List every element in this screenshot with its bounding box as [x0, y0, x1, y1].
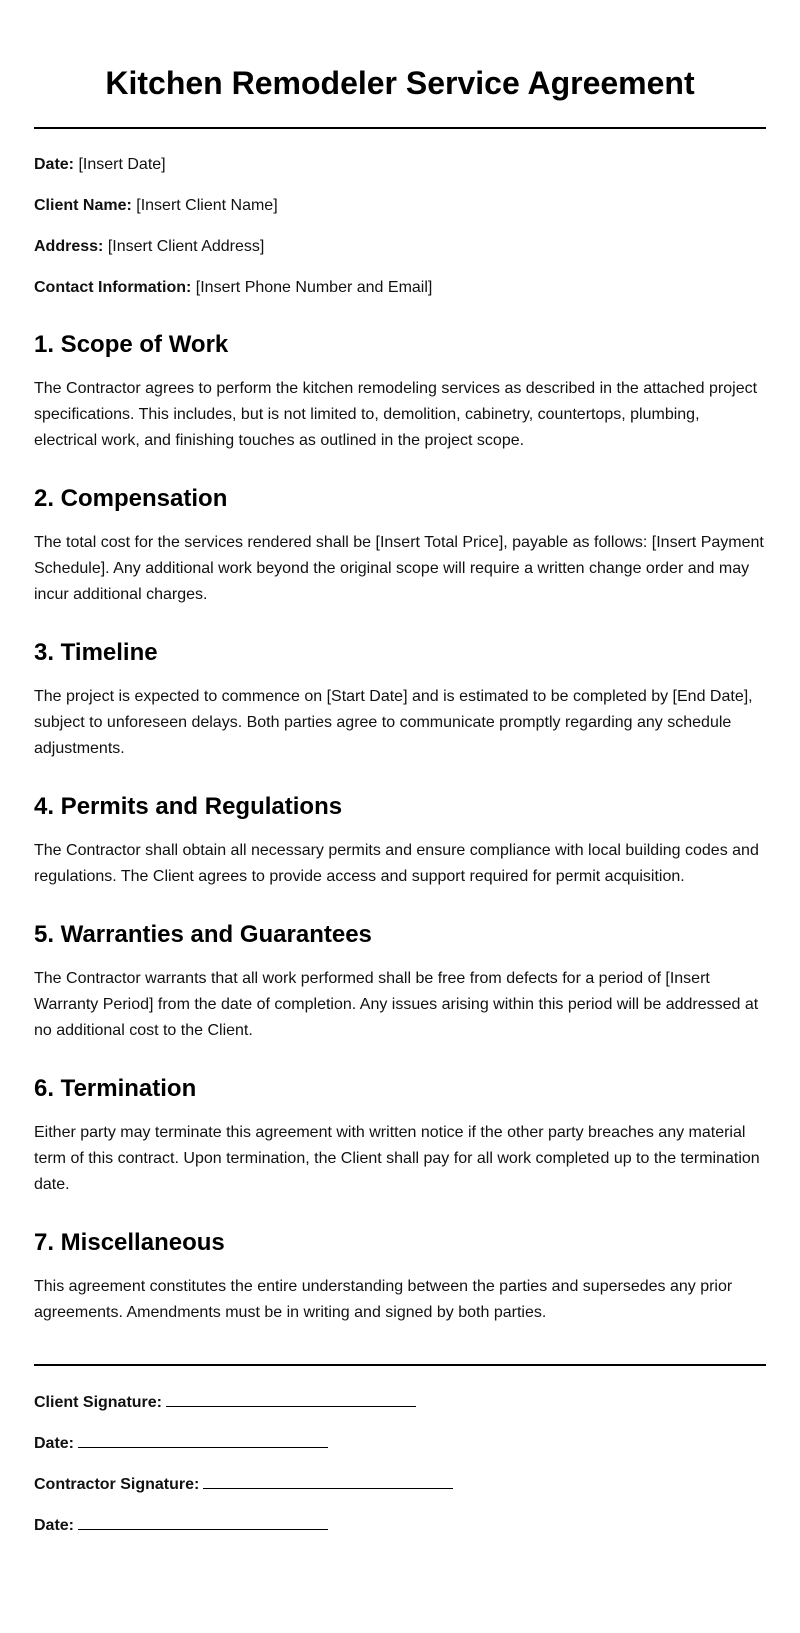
info-contact-value: [Insert Phone Number and Email]: [195, 279, 433, 296]
section-scope-of-work: [34, 330, 766, 454]
info-client-name: [34, 196, 766, 216]
client-info-block: [34, 155, 766, 298]
section-warranties-and-guarantees: [34, 920, 766, 1044]
contractor-date-line: [34, 1515, 766, 1535]
section-termination: [34, 1074, 766, 1198]
signature-divider: [34, 1364, 766, 1366]
section-body: The total cost for the services rendered shall be [Insert Total Price], payable as follows: [Insert Payment Schedule]. Any additional work beyond the original scope will require a written change order and may incur additional charges.: [34, 534, 764, 603]
info-date-value: [Insert Date]: [78, 156, 166, 173]
section-heading: 6. Termination: [34, 1075, 197, 1102]
client-signature-label: Client Signature:: [34, 1394, 163, 1411]
section-heading: 4. Permits and Regulations: [34, 793, 343, 820]
section-body: The Contractor warrants that all work performed shall be free from defects for a period of [Insert Warranty Period] from the date of completion. Any issues arising within this period will be addressed at no additional cost to the Client.: [34, 970, 759, 1039]
section-body: The Contractor agrees to perform the kitchen remodeling services as described in the attached project specifications. This includes, but is not limited to, demolition, cabinetry, countertops, plumbing, electrical work, and finishing touches as outlined in the project scope.: [34, 380, 758, 449]
client-signature-field[interactable]: [166, 1392, 416, 1407]
section-body: The Contractor shall obtain all necessary permits and ensure compliance with local building codes and regulations. The Client agrees to provide access and support required for permit acquisition.: [34, 842, 759, 885]
info-client-name-value: [Insert Client Name]: [136, 197, 278, 214]
info-date-label: Date:: [34, 156, 75, 173]
section-heading: 1. Scope of Work: [34, 331, 229, 358]
client-date-label: Date:: [34, 1435, 75, 1452]
contractor-signature-field[interactable]: [203, 1474, 453, 1489]
info-contact: [34, 278, 766, 298]
section-body: Either party may terminate this agreement with written notice if the other party breaches any material term of this contract. Upon termination, the Client shall pay for all work completed up to the termination date.: [34, 1124, 760, 1193]
contractor-date-label: Date:: [34, 1517, 75, 1534]
info-address-value: [Insert Client Address]: [107, 238, 265, 255]
section-body: This agreement constitutes the entire understanding between the parties and supersedes any prior agreements. Amendments must be in writing and signed by both parties.: [34, 1278, 733, 1321]
contractor-signature-label: Contractor Signature:: [34, 1476, 200, 1493]
info-client-name-label: Client Name:: [34, 197, 132, 214]
info-contact-label: Contact Information:: [34, 279, 192, 296]
section-heading: 3. Timeline: [34, 639, 158, 666]
title-divider: [34, 127, 766, 129]
section-heading: 2. Compensation: [34, 485, 228, 512]
info-address-label: Address:: [34, 238, 104, 255]
document-title: Kitchen Remodeler Service Agreement: [105, 65, 695, 101]
contractor-date-field[interactable]: [78, 1515, 328, 1530]
info-address: [34, 237, 766, 257]
signature-block: [34, 1392, 766, 1535]
contractor-signature-line: [34, 1474, 766, 1494]
info-date: [34, 155, 766, 175]
section-heading: 7. Miscellaneous: [34, 1229, 225, 1256]
section-miscellaneous: [34, 1228, 766, 1326]
section-heading: 5. Warranties and Guarantees: [34, 921, 372, 948]
section-body: The project is expected to commence on [Start Date] and is estimated to be completed by [End Date], subject to unforeseen delays. Both parties agree to communicate promptly regarding any schedule adjustments.: [34, 688, 753, 757]
client-date-line: [34, 1433, 766, 1453]
section-permits-and-regulations: [34, 792, 766, 890]
client-signature-line: [34, 1392, 766, 1412]
client-date-field[interactable]: [78, 1433, 328, 1448]
section-timeline: [34, 638, 766, 762]
section-compensation: [34, 484, 766, 608]
